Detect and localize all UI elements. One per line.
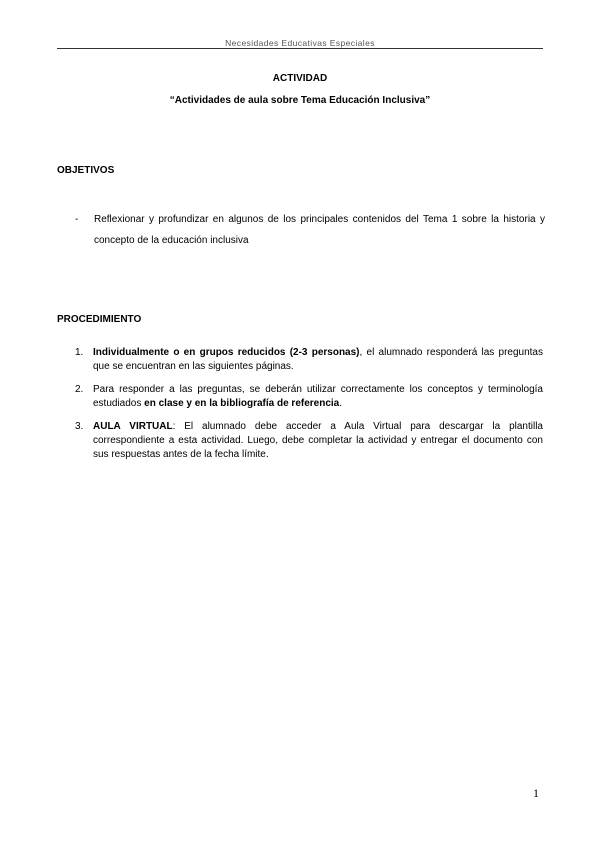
objetivos-item-text: Reflexionar y profundizar en algunos de los principales contenidos del Tema 1 sobre la historia y concepto de la educación inclusiva bbox=[94, 214, 545, 246]
procedimiento-list bbox=[75, 346, 543, 471]
objetivos-heading: OBJETIVOS bbox=[57, 165, 115, 176]
list-item bbox=[75, 420, 543, 462]
list-item-bold-lead: Individualmente o en grupos reducidos (2-3 personas) bbox=[93, 347, 360, 358]
page-number: 1 bbox=[533, 786, 539, 800]
procedimiento-heading: PROCEDIMIENTO bbox=[57, 314, 142, 325]
list-item-text: : El alumnado debe acceder a Aula Virtual para descargar la plantilla correspondiente a esta actividad. Luego, debe completar la actividad y entregar el documento con sus respuestas antes de la fecha límite. bbox=[93, 421, 543, 460]
list-item-number: 3. bbox=[75, 421, 84, 432]
document-subtitle: “Actividades de aula sobre Tema Educación Inclusiva” bbox=[169, 95, 431, 106]
list-item-text: Para responder a las preguntas, se deberán utilizar correctamente los conceptos y terminología estudiados bbox=[93, 384, 543, 409]
list-item-text: , el alumnado responderá las preguntas que se encuentran en las siguientes páginas. bbox=[93, 347, 543, 372]
header-divider bbox=[57, 48, 543, 49]
document-title: ACTIVIDAD bbox=[272, 73, 328, 84]
running-header: Necesidades Educativas Especiales bbox=[225, 38, 375, 48]
list-item-bold-lead: AULA VIRTUAL bbox=[93, 421, 173, 432]
list-item bbox=[75, 383, 543, 411]
dash-bullet: - bbox=[75, 214, 79, 225]
list-item-number: 1. bbox=[75, 347, 84, 358]
list-item bbox=[75, 346, 543, 374]
list-item-bold-mid: en clase y en la bibliografía de referencia bbox=[141, 398, 340, 409]
objetivos-item bbox=[75, 209, 545, 251]
list-item-tail: . bbox=[339, 398, 343, 409]
list-item-number: 2. bbox=[75, 384, 84, 395]
